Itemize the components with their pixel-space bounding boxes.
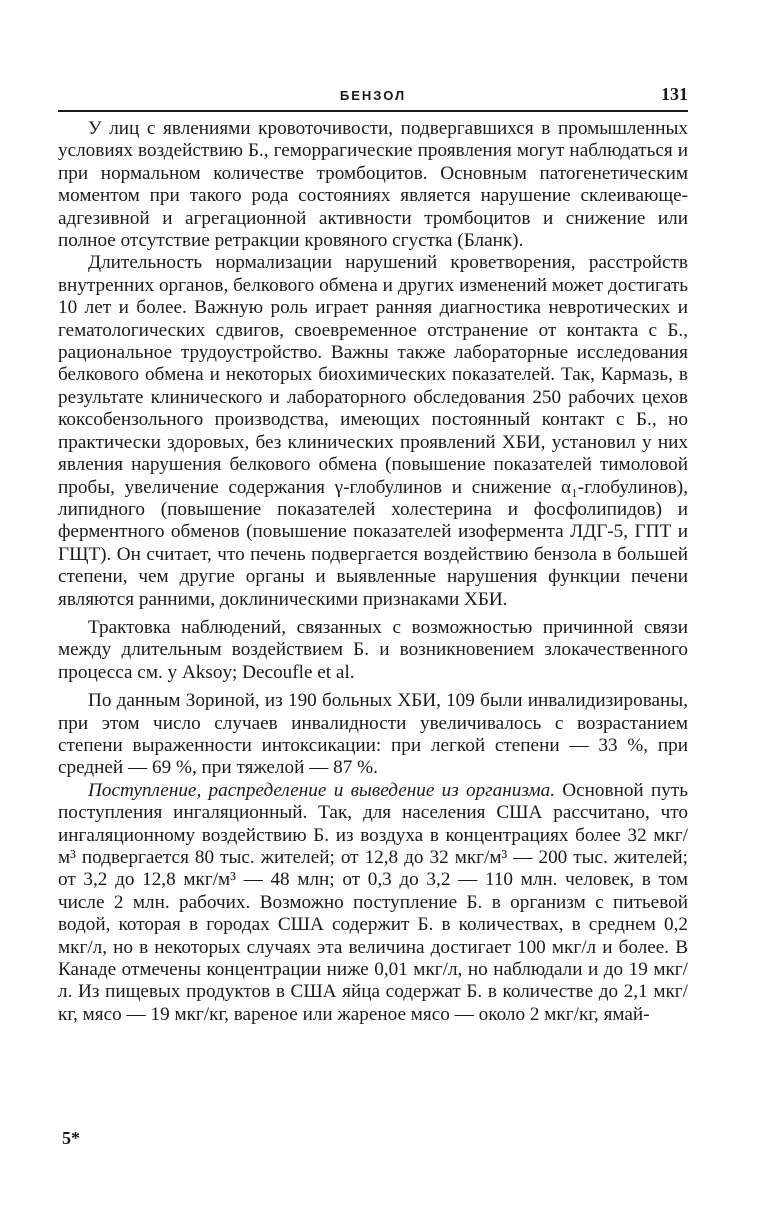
paragraph-normalization: Длительность нормализации нарушений кроветворения, расстройств внутренних органов, белкового обмена и других изменений может достигать 10 лет и более. Важную роль играет ранняя диагностика невротических и гематологических сдвигов, своевременное отстранение от контакта с Б., рациональное трудоустройство. Важны также лабораторные исследования белкового обмена и некоторых биохимических показателей. Так, Кармазь, в результате клинического и лабораторного обследования 250 рабочих цехов коксобензольного производства, имеющих постоянный контакт с Б., но практически здоровых, без клинических проявлений ХБИ, установил у них явления нарушения белкового обмена (повышение показателей тимоловой пробы, увеличение содержания γ-глобулинов и снижение α₁-глобулинов), липидного (повышение показателей холестерина и фосфолипидов) и ферментного обменов (повышение показателей изофермента ЛДГ-5, ГПТ и ГЩТ). Он считает, что печень подвергается воздействию бензола в большей степени, чем другие органы и выявленные нарушения функции печени являются ранними, доклиническими признаками ХБИ. [58,252,688,610]
running-title: БЕНЗОЛ [339,88,407,103]
signature-mark: 5* [62,1128,80,1148]
paragraph-malignancy: Трактовка наблюдений, связанных с возможностью причинной связи между длительным воздействием Б. и возникновением злокачественного процесса см. у Aksoy; Decoufle et al. [58,616,688,683]
section-text: Основной путь поступления ингаляционный. Так, для населения США рассчитано, что ингаляционному воздействию Б. из воздуха в концентрациях более 32 мкг/м³ подвергается 80 тыс. жителей; от 12,8 до 32 мкг/м³ — 200 тыс. жителей; от 3,2 до 12,8 мкг/м³ — 48 млн; от 0,3 до 3,2 — 110 млн. человек, в том числе 2 млн. рабочих. Возможно поступление Б. в организм с питьевой водой, которая в городах США содержит Б. в количествах, в среднем 0,2 мкг/л, но в некоторых случаях эта величина достигает 100 мкг/л и более. В Канаде отмечены концентрации ниже 0,01 мкг/л, но наблюдали и до 19 мкг/л. Из пищевых продуктов в США яйца содержат Б. в количестве до 2,1 мкг/кг, мясо — 19 мкг/кг, вареное или жареное мясо — около 2 мкг/кг, ямай- [58,779,688,1025]
header-rule [58,110,688,112]
running-head [58,84,688,114]
page-number: 131 [661,84,688,104]
paragraph-intake [58,780,688,1026]
paragraph-disability: По данным Зориной, из 190 больных ХБИ, 109 были инвалидизированы, при этом число случаев инвалидности увеличивалось с возрастанием степени выраженности интоксикации: при легкой степени — 33 %, при средней — 69 %, при тяжелой — 87 %. [58,690,688,779]
body-text [58,118,688,1026]
section-heading: Поступление, распределение и выведение из организма. [88,779,555,801]
paragraph-bleeding: У лиц с явлениями кровоточивости, подвергавшихся в промышленных условиях воздействию Б., геморрагические проявления могут наблюдаться и при нормальном количестве тромбоцитов. Основным патогенетическим моментом при такого рода состояниях является нарушение склеивающе-адгезивной и агрегационной активности тромбоцитов и снижение или полное отсутствие ретракции кровяного сгустка (Бланк). [58,118,688,252]
